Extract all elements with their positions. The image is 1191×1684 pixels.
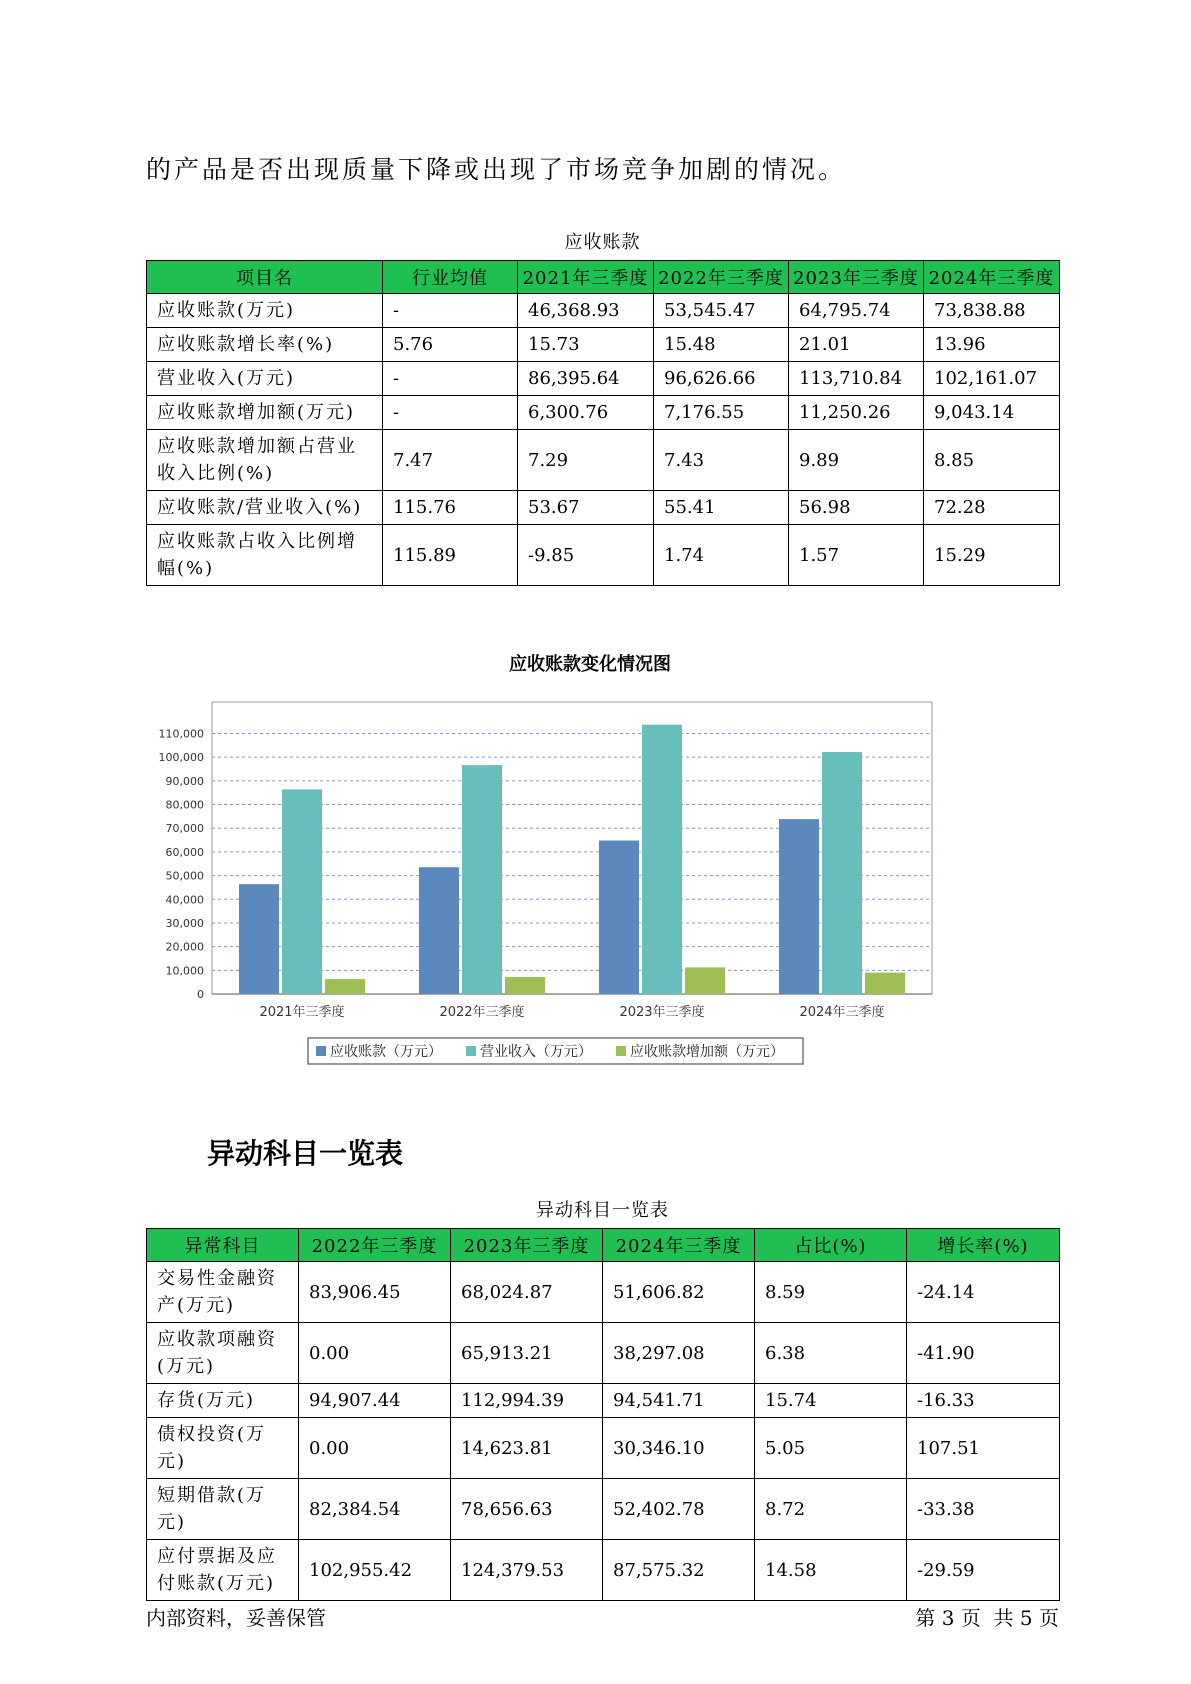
table-cell: 94,541.71 <box>603 1384 755 1418</box>
column-header: 2024年三季度 <box>924 261 1060 294</box>
table-cell: 52,402.78 <box>603 1479 755 1540</box>
receivables-table <box>146 260 1060 586</box>
table-cell: - <box>383 294 518 328</box>
column-header: 项目名 <box>147 261 383 294</box>
table-cell: 55.41 <box>654 491 789 525</box>
footer-left: 内部资料，妥善保管 <box>146 1606 326 1630</box>
y-tick-label: 50,000 <box>165 869 204 883</box>
y-tick-label: 110,000 <box>158 727 204 741</box>
legend-swatch <box>316 1046 326 1056</box>
table-cell: 0.00 <box>299 1418 451 1479</box>
table-cell: 13.96 <box>924 328 1060 362</box>
table-cell: 78,656.63 <box>451 1479 603 1540</box>
table-cell: 107.51 <box>907 1418 1060 1479</box>
table-row <box>147 525 1060 586</box>
table-cell: 15.29 <box>924 525 1060 586</box>
table-cell: -16.33 <box>907 1384 1060 1418</box>
table-cell: 7,176.55 <box>654 396 789 430</box>
y-tick-label: 100,000 <box>158 751 204 765</box>
bar <box>325 979 365 994</box>
table-cell: -29.59 <box>907 1540 1060 1601</box>
legend-label: 应收账款（万元） <box>330 1044 442 1060</box>
table-cell: 53.67 <box>518 491 654 525</box>
table-cell: 94,907.44 <box>299 1384 451 1418</box>
table-cell: 1.74 <box>654 525 789 586</box>
y-tick-label: 40,000 <box>165 893 204 907</box>
receivables-table-block <box>146 228 1059 586</box>
column-header: 异常科目 <box>147 1229 299 1262</box>
legend-swatch <box>466 1046 476 1056</box>
table-cell: 5.05 <box>755 1418 907 1479</box>
legend-swatch <box>616 1046 626 1056</box>
table-cell: 15.48 <box>654 328 789 362</box>
row-label-cell: 短期借款(万元) <box>147 1479 299 1540</box>
table-cell: 64,795.74 <box>789 294 924 328</box>
legend-label: 营业收入（万元） <box>480 1044 592 1060</box>
x-tick-label: 2023年三季度 <box>619 1005 705 1020</box>
column-header: 2023年三季度 <box>451 1229 603 1262</box>
table-header-row <box>147 1229 1060 1262</box>
row-label-cell: 存货(万元) <box>147 1384 299 1418</box>
y-tick-label: 30,000 <box>165 916 204 930</box>
column-header: 2023年三季度 <box>789 261 924 294</box>
column-header: 2024年三季度 <box>603 1229 755 1262</box>
x-tick-label: 2021年三季度 <box>259 1005 345 1020</box>
table-cell: 86,395.64 <box>518 362 654 396</box>
table-row <box>147 1479 1060 1540</box>
table-cell: 15.74 <box>755 1384 907 1418</box>
table-row <box>147 1418 1060 1479</box>
column-header: 2021年三季度 <box>518 261 654 294</box>
table-cell: 113,710.84 <box>789 362 924 396</box>
table-cell: 8.72 <box>755 1479 907 1540</box>
x-tick-label: 2022年三季度 <box>439 1005 525 1020</box>
table-row <box>147 1262 1060 1323</box>
bar <box>642 725 682 994</box>
chart-title: 应收账款变化情况图 <box>509 654 671 675</box>
table-cell: 115.76 <box>383 491 518 525</box>
table-cell: 14.58 <box>755 1540 907 1601</box>
receivables-chart <box>150 640 1030 1104</box>
table-row <box>147 1323 1060 1384</box>
table-cell: 73,838.88 <box>924 294 1060 328</box>
table-cell: -24.14 <box>907 1262 1060 1323</box>
table-cell: - <box>383 396 518 430</box>
table-cell: 11,250.26 <box>789 396 924 430</box>
table-cell: 56.98 <box>789 491 924 525</box>
table-cell: 53,545.47 <box>654 294 789 328</box>
table-cell: 14,623.81 <box>451 1418 603 1479</box>
table-cell: 83,906.45 <box>299 1262 451 1323</box>
bar <box>462 765 502 994</box>
column-header: 2022年三季度 <box>299 1229 451 1262</box>
y-tick-label: 80,000 <box>165 798 204 812</box>
bar <box>239 884 279 994</box>
table-cell: 51,606.82 <box>603 1262 755 1323</box>
bar <box>822 752 862 994</box>
bar <box>419 867 459 994</box>
table-cell: 30,346.10 <box>603 1418 755 1479</box>
y-tick-label: 10,000 <box>165 964 204 978</box>
table-cell: 6.38 <box>755 1323 907 1384</box>
footer-page-number: 第 3 页 共 5 页 <box>915 1606 1059 1630</box>
row-label-cell: 应收账款增长率(%) <box>147 328 383 362</box>
table-cell: 102,161.07 <box>924 362 1060 396</box>
table-cell: -33.38 <box>907 1479 1060 1540</box>
y-tick-label: 60,000 <box>165 845 204 859</box>
table-cell: 38,297.08 <box>603 1323 755 1384</box>
row-label-cell: 债权投资(万元) <box>147 1418 299 1479</box>
row-label-cell: 应收账款/营业收入(%) <box>147 491 383 525</box>
row-label-cell: 营业收入(万元) <box>147 362 383 396</box>
row-label-cell: 应收款项融资(万元) <box>147 1323 299 1384</box>
anomaly-table-block <box>146 1196 1059 1601</box>
row-label-cell: 应收账款增加额占营业收入比例(%) <box>147 430 383 491</box>
table-cell: 115.89 <box>383 525 518 586</box>
table-cell: 82,384.54 <box>299 1479 451 1540</box>
table-cell: 102,955.42 <box>299 1540 451 1601</box>
row-label-cell: 应付票据及应付账款(万元) <box>147 1540 299 1601</box>
table-header-row <box>147 261 1060 294</box>
table-cell: 9.89 <box>789 430 924 491</box>
table-row <box>147 1540 1060 1601</box>
anomaly-table <box>146 1228 1060 1601</box>
receivables-bar-chart <box>150 640 1030 1100</box>
bar <box>505 977 545 994</box>
y-tick-label: 70,000 <box>165 822 204 836</box>
intro-paragraph: 的产品是否出现质量下降或出现了市场竞争加剧的情况。 <box>146 155 847 184</box>
receivables-table-caption: 应收账款 <box>564 232 641 253</box>
table-cell: 6,300.76 <box>518 396 654 430</box>
table-cell: 87,575.32 <box>603 1540 755 1601</box>
bar <box>779 819 819 994</box>
column-header: 行业均值 <box>383 261 518 294</box>
legend-label: 应收账款增加额（万元） <box>630 1044 784 1060</box>
row-label-cell: 交易性金融资产(万元) <box>147 1262 299 1323</box>
table-cell: 7.47 <box>383 430 518 491</box>
table-cell: -41.90 <box>907 1323 1060 1384</box>
y-tick-label: 0 <box>197 988 204 1001</box>
bar <box>282 789 322 994</box>
table-cell: 46,368.93 <box>518 294 654 328</box>
table-cell: 65,913.21 <box>451 1323 603 1384</box>
bar <box>685 967 725 994</box>
table-cell: 15.73 <box>518 328 654 362</box>
table-cell: 8.85 <box>924 430 1060 491</box>
table-row <box>147 396 1060 430</box>
section-title: 异动科目一览表 <box>207 1137 404 1170</box>
table-cell: 72.28 <box>924 491 1060 525</box>
row-label-cell: 应收账款增加额(万元) <box>147 396 383 430</box>
y-tick-label: 20,000 <box>165 940 204 954</box>
row-label-cell: 应收账款占收入比例增幅(%) <box>147 525 383 586</box>
table-cell: 1.57 <box>789 525 924 586</box>
table-cell: 96,626.66 <box>654 362 789 396</box>
table-row <box>147 491 1060 525</box>
table-cell: 21.01 <box>789 328 924 362</box>
column-header: 增长率(%) <box>907 1229 1060 1262</box>
row-label-cell: 应收账款(万元) <box>147 294 383 328</box>
table-cell: - <box>383 362 518 396</box>
table-cell: 9,043.14 <box>924 396 1060 430</box>
table-cell: 0.00 <box>299 1323 451 1384</box>
table-cell: 8.59 <box>755 1262 907 1323</box>
bar <box>599 841 639 994</box>
table-row <box>147 430 1060 491</box>
y-tick-label: 90,000 <box>165 774 204 788</box>
table-cell: 124,379.53 <box>451 1540 603 1601</box>
table-row <box>147 294 1060 328</box>
table-row <box>147 1384 1060 1418</box>
table-cell: 5.76 <box>383 328 518 362</box>
column-header: 占比(%) <box>755 1229 907 1262</box>
table-cell: 112,994.39 <box>451 1384 603 1418</box>
table-cell: 68,024.87 <box>451 1262 603 1323</box>
anomaly-table-caption: 异动科目一览表 <box>536 1200 669 1221</box>
table-cell: -9.85 <box>518 525 654 586</box>
table-cell: 7.43 <box>654 430 789 491</box>
x-tick-label: 2024年三季度 <box>799 1005 885 1020</box>
table-cell: 7.29 <box>518 430 654 491</box>
table-row <box>147 362 1060 396</box>
table-row <box>147 328 1060 362</box>
column-header: 2022年三季度 <box>654 261 789 294</box>
bar <box>865 973 905 994</box>
